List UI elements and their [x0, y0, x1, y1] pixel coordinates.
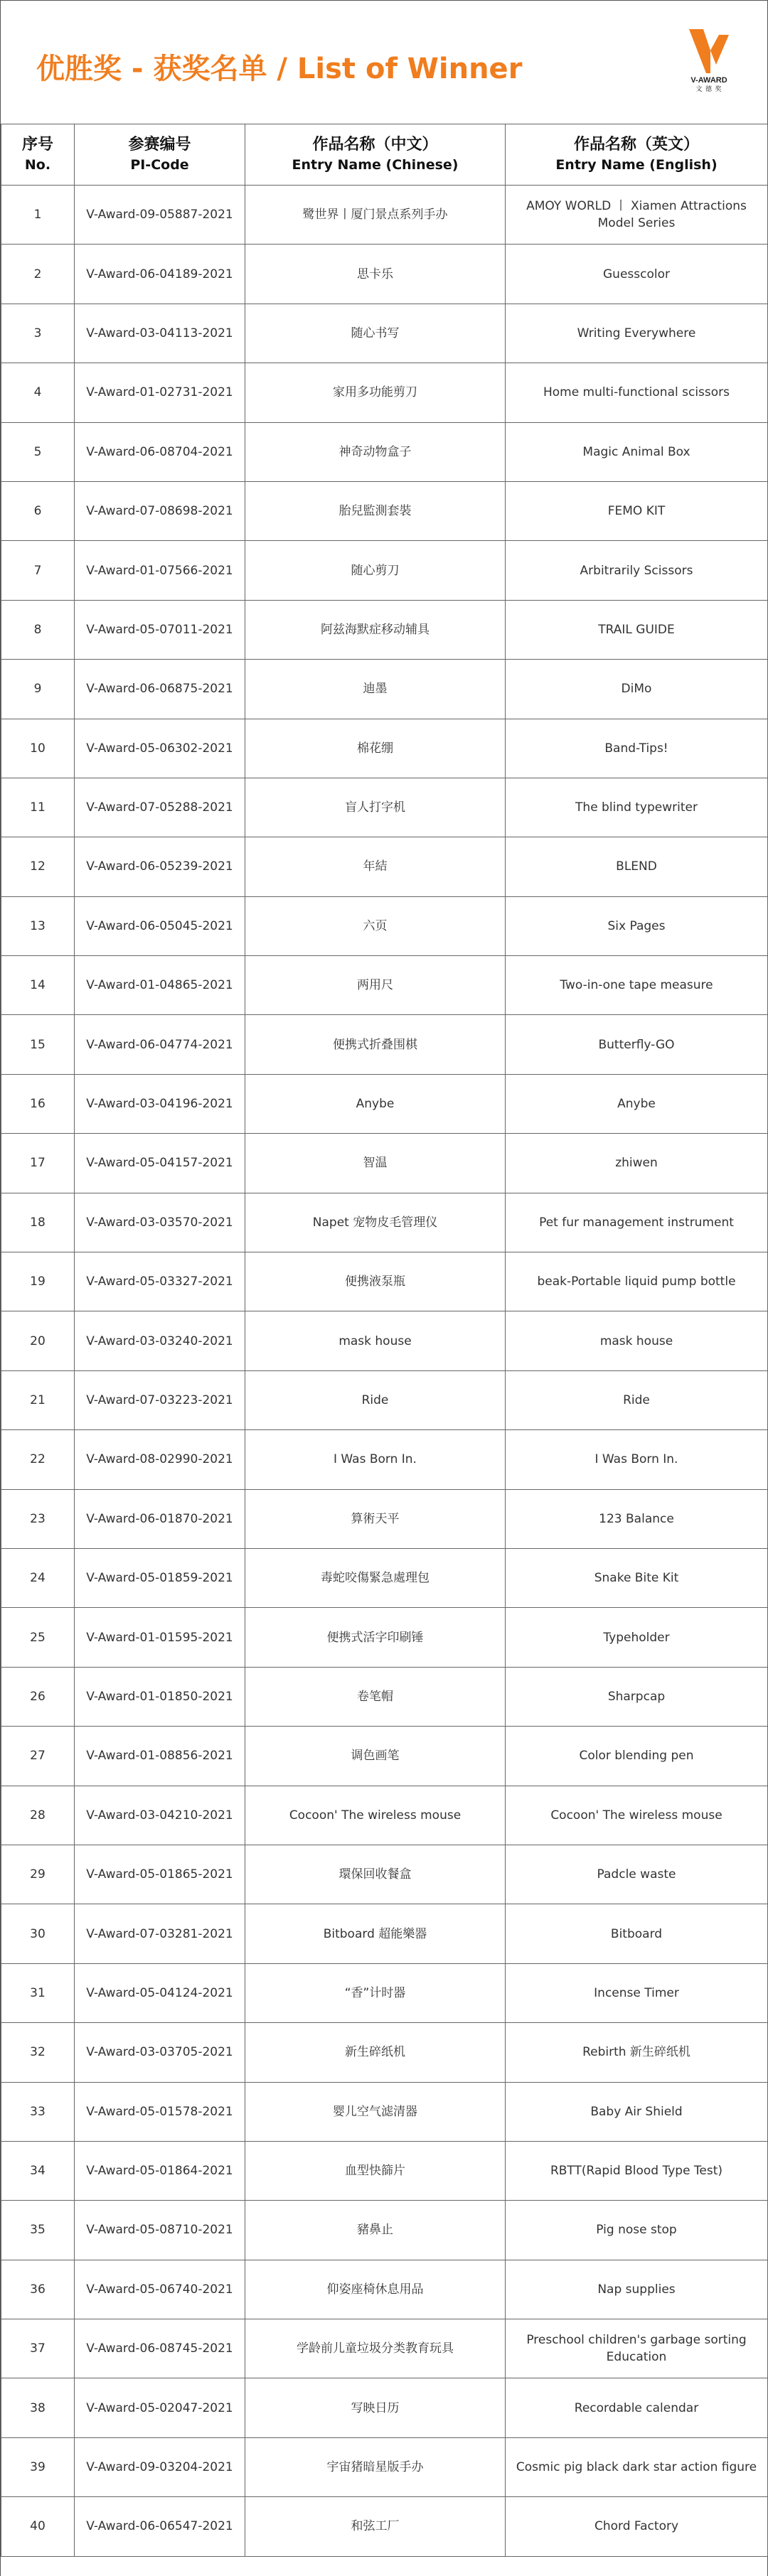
table-row: [1, 1252, 768, 1311]
table-row: [1, 2201, 768, 2260]
cell-code: V-Award-01-01850-2021: [75, 1667, 245, 1726]
cell-code: V-Award-06-01870-2021: [75, 1489, 245, 1548]
table-header-row: [1, 124, 768, 186]
table-row: [1, 956, 768, 1015]
table-row: [1, 2082, 768, 2141]
table-row: [1, 719, 768, 778]
cell-name-chinese: 便携式折叠围棋: [245, 1015, 506, 1074]
cell-name-english: 123 Balance: [506, 1489, 768, 1548]
cell-name-chinese: “香”计时器: [245, 1963, 506, 2022]
cell-name-english: Typeholder: [506, 1608, 768, 1667]
cell-name-chinese: 算術天平: [245, 1489, 506, 1548]
cell-no: 13: [1, 896, 75, 955]
column-header-name-chinese-cn: 作品名称（中文）: [312, 135, 438, 154]
cell-code: V-Award-01-01595-2021: [75, 1608, 245, 1667]
cell-name-english: I Was Born In.: [506, 1430, 768, 1489]
cell-no: 24: [1, 1548, 75, 1607]
cell-code: V-Award-03-03240-2021: [75, 1311, 245, 1370]
cell-code: V-Award-05-01865-2021: [75, 1845, 245, 1904]
table-row: [1, 2260, 768, 2319]
header: [1, 0, 768, 124]
cell-name-chinese: 便携液泵瓶: [245, 1252, 506, 1311]
column-header-name-chinese: [245, 124, 506, 186]
cell-name-english: Ride: [506, 1370, 768, 1429]
column-header-no-cn: 序号: [21, 135, 53, 154]
cell-code: V-Award-05-01864-2021: [75, 2141, 245, 2200]
cell-name-chinese: mask house: [245, 1311, 506, 1370]
table-row: [1, 1311, 768, 1370]
cell-no: 6: [1, 481, 75, 540]
cell-name-english: Pet fur management instrument: [506, 1193, 768, 1252]
cell-code: V-Award-05-06740-2021: [75, 2260, 245, 2319]
cell-code: V-Award-06-08704-2021: [75, 422, 245, 481]
cell-no: 8: [1, 600, 75, 659]
cell-name-english: Color blending pen: [506, 1727, 768, 1786]
cell-no: 26: [1, 1667, 75, 1726]
cell-name-chinese: 家用多功能剪刀: [245, 363, 506, 422]
column-header-no: [1, 124, 75, 186]
cell-code: V-Award-06-08745-2021: [75, 2319, 245, 2378]
cell-name-english: Bitboard: [506, 1904, 768, 1963]
cell-name-chinese: 随心剪刀: [245, 541, 506, 600]
cell-no: 3: [1, 304, 75, 363]
table-row: [1, 1430, 768, 1489]
cell-name-chinese: 写映日历: [245, 2378, 506, 2437]
cell-no: 30: [1, 1904, 75, 1963]
table-row: [1, 1608, 768, 1667]
cell-no: 15: [1, 1015, 75, 1074]
cell-no: 14: [1, 956, 75, 1015]
table-row: [1, 660, 768, 719]
cell-name-chinese: 思卡乐: [245, 245, 506, 304]
table-row: [1, 1489, 768, 1548]
table-row: [1, 1904, 768, 1963]
cell-name-english: Recordable calendar: [506, 2378, 768, 2437]
cell-no: 35: [1, 2201, 75, 2260]
cell-no: 12: [1, 837, 75, 896]
column-header-code-en: PI-Code: [130, 156, 189, 173]
cell-name-chinese: Anybe: [245, 1074, 506, 1133]
cell-name-chinese: 胎兒監測套裝: [245, 481, 506, 540]
table-row: [1, 2378, 768, 2437]
column-header-code-cn: 参赛编号: [128, 135, 191, 154]
table-row: [1, 304, 768, 363]
cell-no: 1: [1, 186, 75, 245]
cell-name-english: Preschool children's garbage sorting Education: [506, 2319, 768, 2378]
v-award-logo: [682, 29, 736, 95]
table-row: [1, 1193, 768, 1252]
table-row: [1, 1015, 768, 1074]
cell-name-chinese: 阿兹海默症移动辅具: [245, 600, 506, 659]
cell-no: 22: [1, 1430, 75, 1489]
cell-code: V-Award-05-08710-2021: [75, 2201, 245, 2260]
cell-name-chinese: Napet 宠物皮毛管理仪: [245, 1193, 506, 1252]
cell-code: V-Award-07-03223-2021: [75, 1370, 245, 1429]
cell-code: V-Award-06-06875-2021: [75, 660, 245, 719]
column-header-name-english-en: Entry Name (English): [555, 156, 718, 173]
cell-name-chinese: Cocoon' The wireless mouse: [245, 1786, 506, 1845]
cell-name-chinese: 便携式活字印刷锤: [245, 1608, 506, 1667]
cell-no: 5: [1, 422, 75, 481]
table-row: [1, 1727, 768, 1786]
cell-no: 19: [1, 1252, 75, 1311]
cell-name-english: DiMo: [506, 660, 768, 719]
cell-code: V-Award-05-01859-2021: [75, 1548, 245, 1607]
cell-name-english: Pig nose stop: [506, 2201, 768, 2260]
cell-name-english: Magic Animal Box: [506, 422, 768, 481]
cell-code: V-Award-03-04196-2021: [75, 1074, 245, 1133]
cell-name-chinese: 新生碎纸机: [245, 2023, 506, 2082]
cell-name-english: zhiwen: [506, 1134, 768, 1193]
table-row: [1, 1074, 768, 1133]
cell-no: 2: [1, 245, 75, 304]
cell-no: 9: [1, 660, 75, 719]
cell-no: 17: [1, 1134, 75, 1193]
cell-name-english: Padcle waste: [506, 1845, 768, 1904]
column-header-name-english: [506, 124, 768, 186]
cell-name-english: Sharpcap: [506, 1667, 768, 1726]
cell-no: 31: [1, 1963, 75, 2022]
cell-name-english: Rebirth 新生碎纸机: [506, 2023, 768, 2082]
page-title: 优胜奖 - 获奖名单 / List of Winner: [36, 53, 523, 85]
cell-name-english: mask house: [506, 1311, 768, 1370]
cell-code: V-Award-05-01578-2021: [75, 2082, 245, 2141]
cell-name-chinese: 学龄前儿童垃圾分类教育玩具: [245, 2319, 506, 2378]
cell-code: V-Award-08-02990-2021: [75, 1430, 245, 1489]
cell-name-english: FEMO KIT: [506, 481, 768, 540]
cell-no: 10: [1, 719, 75, 778]
cell-name-chinese: 年結: [245, 837, 506, 896]
cell-no: 34: [1, 2141, 75, 2200]
cell-code: V-Award-06-04189-2021: [75, 245, 245, 304]
cell-no: 25: [1, 1608, 75, 1667]
cell-name-english: Home multi-functional scissors: [506, 363, 768, 422]
cell-name-english: Incense Timer: [506, 1963, 768, 2022]
cell-name-chinese: 血型快篩片: [245, 2141, 506, 2200]
cell-code: V-Award-06-06547-2021: [75, 2497, 245, 2556]
cell-no: 16: [1, 1074, 75, 1133]
table-row: [1, 837, 768, 896]
table-row: [1, 2497, 768, 2556]
cell-name-chinese: 鹭世界丨厦门景点系列手办: [245, 186, 506, 245]
cell-code: V-Award-07-05288-2021: [75, 778, 245, 837]
table-row: [1, 2141, 768, 2200]
cell-no: 40: [1, 2497, 75, 2556]
cell-code: V-Award-03-04210-2021: [75, 1786, 245, 1845]
cell-name-english: AMOY WORLD 丨 Xiamen Attractions Model Series: [506, 186, 768, 245]
column-header-no-en: No.: [24, 156, 51, 173]
cell-no: 11: [1, 778, 75, 837]
cell-name-chinese: 仰姿座椅休息用品: [245, 2260, 506, 2319]
table-row: [1, 1845, 768, 1904]
table-row: [1, 1134, 768, 1193]
column-header-name-english-cn: 作品名称（英文）: [573, 135, 699, 154]
cell-code: V-Award-07-08698-2021: [75, 481, 245, 540]
cell-name-english: BLEND: [506, 837, 768, 896]
v-award-logo-icon: [689, 29, 729, 73]
cell-name-chinese: 卷笔帽: [245, 1667, 506, 1726]
cell-code: V-Award-06-05239-2021: [75, 837, 245, 896]
column-header-name-chinese-en: Entry Name (Chinese): [292, 156, 459, 173]
cell-name-english: Two-in-one tape measure: [506, 956, 768, 1015]
cell-name-chinese: Ride: [245, 1370, 506, 1429]
logo-brand: V-AWARD: [690, 76, 727, 85]
table-row: [1, 2437, 768, 2496]
cell-name-chinese: 毒蛇咬傷緊急處理包: [245, 1548, 506, 1607]
cell-no: 37: [1, 2319, 75, 2378]
cell-code: V-Award-06-04774-2021: [75, 1015, 245, 1074]
cell-no: 38: [1, 2378, 75, 2437]
table-row: [1, 1370, 768, 1429]
logo-subtitle: 文 德 奖: [695, 85, 722, 92]
table-row: [1, 896, 768, 955]
cell-code: V-Award-01-02731-2021: [75, 363, 245, 422]
cell-name-chinese: 盲人打字机: [245, 778, 506, 837]
cell-name-english: TRAIL GUIDE: [506, 600, 768, 659]
table-row: [1, 481, 768, 540]
table-row: [1, 422, 768, 481]
cell-no: 20: [1, 1311, 75, 1370]
table-row: [1, 541, 768, 600]
table-row: [1, 1667, 768, 1726]
cell-code: V-Award-05-02047-2021: [75, 2378, 245, 2437]
cell-code: V-Award-03-04113-2021: [75, 304, 245, 363]
table-row: [1, 2023, 768, 2082]
table-row: [1, 600, 768, 659]
table-row: [1, 245, 768, 304]
cell-no: 23: [1, 1489, 75, 1548]
cell-no: 7: [1, 541, 75, 600]
cell-name-english: Cocoon' The wireless mouse: [506, 1786, 768, 1845]
cell-code: V-Award-05-06302-2021: [75, 719, 245, 778]
table-row: [1, 186, 768, 245]
cell-code: V-Award-03-03570-2021: [75, 1193, 245, 1252]
cell-code: V-Award-01-08856-2021: [75, 1727, 245, 1786]
cell-name-english: Six Pages: [506, 896, 768, 955]
cell-name-english: beak-Portable liquid pump bottle: [506, 1252, 768, 1311]
cell-name-chinese: 迪墨: [245, 660, 506, 719]
cell-name-chinese: 随心书写: [245, 304, 506, 363]
cell-code: V-Award-09-05887-2021: [75, 186, 245, 245]
cell-name-english: Guesscolor: [506, 245, 768, 304]
cell-name-chinese: Bitboard 超能樂器: [245, 1904, 506, 1963]
cell-no: 27: [1, 1727, 75, 1786]
cell-no: 4: [1, 363, 75, 422]
cell-no: 18: [1, 1193, 75, 1252]
cell-name-english: Baby Air Shield: [506, 2082, 768, 2141]
cell-name-chinese: 和弦工厂: [245, 2497, 506, 2556]
cell-code: V-Award-01-07566-2021: [75, 541, 245, 600]
cell-name-chinese: I Was Born In.: [245, 1430, 506, 1489]
cell-name-chinese: 调色画笔: [245, 1727, 506, 1786]
cell-name-chinese: 環保回收餐盒: [245, 1845, 506, 1904]
table-body: [1, 186, 768, 2557]
cell-code: V-Award-01-04865-2021: [75, 956, 245, 1015]
cell-no: 29: [1, 1845, 75, 1904]
table-row: [1, 1786, 768, 1845]
cell-name-chinese: 婴儿空气滤清器: [245, 2082, 506, 2141]
cell-code: V-Award-05-07011-2021: [75, 600, 245, 659]
cell-no: 28: [1, 1786, 75, 1845]
column-header-code: [75, 124, 245, 186]
cell-no: 39: [1, 2437, 75, 2496]
cell-name-chinese: 棉花绷: [245, 719, 506, 778]
cell-no: 36: [1, 2260, 75, 2319]
cell-name-english: The blind typewriter: [506, 778, 768, 837]
winner-table: [1, 124, 768, 2557]
cell-name-chinese: 宇宙猪暗星版手办: [245, 2437, 506, 2496]
table-row: [1, 363, 768, 422]
cell-no: 21: [1, 1370, 75, 1429]
cell-name-english: Cosmic pig black dark star action figure: [506, 2437, 768, 2496]
cell-code: V-Award-05-03327-2021: [75, 1252, 245, 1311]
cell-name-english: Snake Bite Kit: [506, 1548, 768, 1607]
cell-name-chinese: 神奇动物盒子: [245, 422, 506, 481]
cell-code: V-Award-06-05045-2021: [75, 896, 245, 955]
cell-no: 33: [1, 2082, 75, 2141]
cell-code: V-Award-09-03204-2021: [75, 2437, 245, 2496]
cell-name-chinese: 豬鼻止: [245, 2201, 506, 2260]
cell-name-chinese: 六页: [245, 896, 506, 955]
cell-name-chinese: 两用尺: [245, 956, 506, 1015]
cell-code: V-Award-05-04157-2021: [75, 1134, 245, 1193]
cell-name-english: Chord Factory: [506, 2497, 768, 2556]
cell-code: V-Award-07-03281-2021: [75, 1904, 245, 1963]
table-row: [1, 2319, 768, 2378]
cell-name-english: Arbitrarily Scissors: [506, 541, 768, 600]
cell-code: V-Award-05-04124-2021: [75, 1963, 245, 2022]
cell-name-english: Nap supplies: [506, 2260, 768, 2319]
cell-code: V-Award-03-03705-2021: [75, 2023, 245, 2082]
cell-name-english: Anybe: [506, 1074, 768, 1133]
cell-no: 32: [1, 2023, 75, 2082]
cell-name-chinese: 智温: [245, 1134, 506, 1193]
cell-name-english: Writing Everywhere: [506, 304, 768, 363]
table-row: [1, 1963, 768, 2022]
table-row: [1, 1548, 768, 1607]
cell-name-english: Band-Tips!: [506, 719, 768, 778]
cell-name-english: RBTT(Rapid Blood Type Test): [506, 2141, 768, 2200]
table-row: [1, 778, 768, 837]
cell-name-english: Butterfly-GO: [506, 1015, 768, 1074]
